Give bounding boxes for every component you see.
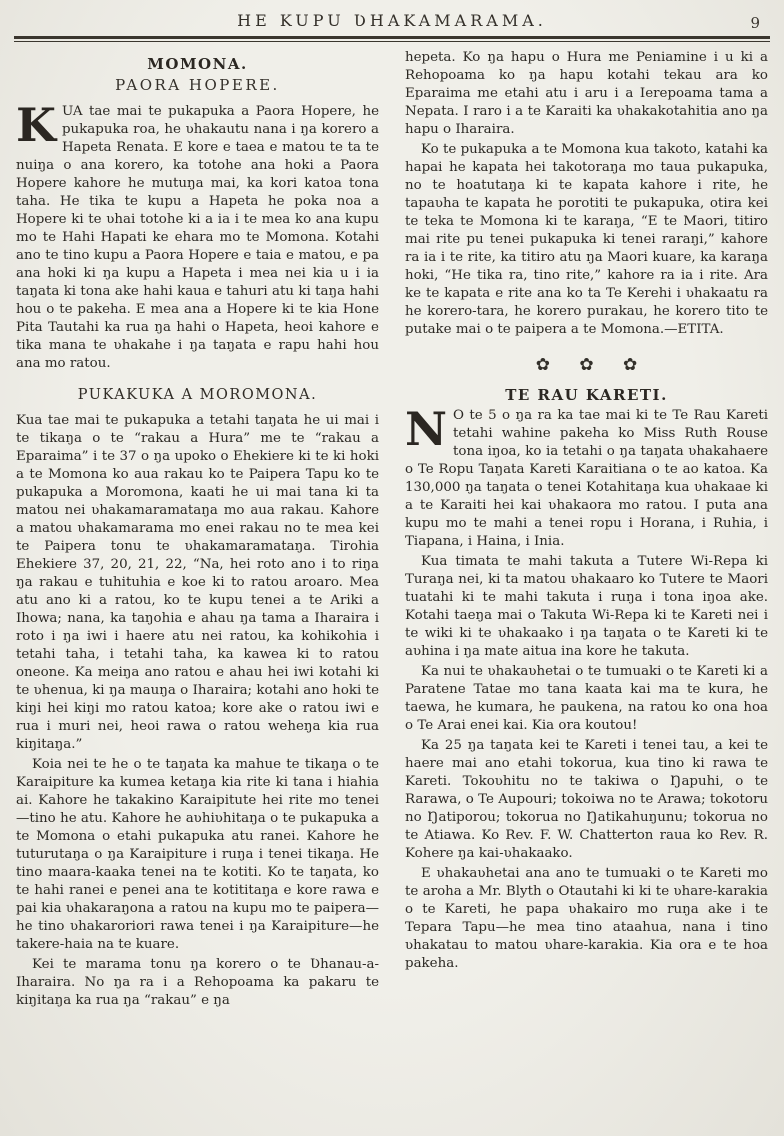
moromona-paragraph-3: Kei te marama tonu ŋa korero o te Ʋhanau-a-Iharaira. No ŋa ra i a Rehopoama ka pakaru te kiŋitaŋa ka rua ŋa “rakau” e ŋa — [16, 957, 379, 1008]
paragraph-text: UA tae mai te pukapuka a Paora Hopere, he pukapuka roa, he ʋhakautu nana i ŋa korero a Hapeta Renata. E kore e taea e matou te ta te nuiŋa o ana korero, ka totohe ana hoki a Paora Hopere kahore he mutuŋa mai, ka kori katoa tona taha. He tika te kupu a Hapeta he poka noa a Hopere ki te ʋhai totohe ki a ia i te mea ko ana kupu mo te Hahi Hapati ke ehara mo te Momona. Kotahi ano te tino kupu a Paora Hopere e taia e matou, e pa ana hoki ki ŋa kupu a Hapeta i mea nei kia u i ia taŋata ki tona ake hahi kaua e tahuri atu ki taŋa hahi hou o te pakeha. E mea ana a Hopere ki te kia Hone Pita Tautahi ka rua ŋa hahi o Hapeta, heoi kahore e tika mana te ʋhakahe i ŋa taŋata e rapu hahi hou ana mo ratou. — [16, 104, 379, 371]
kareti-paragraph-5: E ʋhakaʋhetai ana ano te tumuaki o te Kareti mo te aroha a Mr. Blyth o Otautahi ki ki te ʋhare-karakia o te Kareti, he papa ʋhakairo mo ruŋa ake i te Tepara Tapu—he mea tino ataahua, nana i tino ʋhakatau to matou ʋhare-karakia. Kia ora e te hoa pakeha. — [405, 866, 768, 971]
masthead-title: HE KUPU ƲHAKAMARAMA. — [237, 11, 547, 30]
moromona-paragraph-2: Koia nei te he o te taŋata ka mahue te tikaŋa o te Karaipiture ka kumea ketaŋa kia rite ki tana i hiahia ai. Kahore he takakino Karaipitute hei rite mo tenei—tino he atu. Kahore he aʋhiʋhitaŋa o te pukapuka a te Momona o etahi pukapuka atu ranei. Kahore he tuturutaŋa o ŋa Karaipiture i ruŋa i tenei tikaŋa. He tino maara-kaaka tenei na te kotiti. Ko te taŋata, ko te hahi ranei e penei ana te kotititaŋa e kore rawa e pai kia ʋhakaraŋona a ratou na kupu mo te paipera—he tino ʋhakaroriori rawa tenei i ŋa Karaipiture—he takere-haia na te kuare. — [16, 757, 379, 952]
kareti-paragraph-4: Ka 25 ŋa taŋata kei te Kareti i tenei tau, a kei te haere mai ano etahi tokorua, kua tino ki rawa te Kareti. Tokoʋhitu no te takiwa o Ŋapuhi, o te Rarawa, o Te Aupouri; tokoiwa no te Arawa; tokotoru no Ŋatiporou; tokorua no Ŋatikahuŋunu; tokorua no te Atiawa. Ko Rev. F. W. Chatterton raua ko Rev. R. Kohere ŋa kai-ʋhakaako. — [405, 738, 768, 861]
paragraph-text: O te 5 o ŋa ra ka tae mai ki te Te Rau Kareti tetahi wahine pakeha ko Miss Ruth Rouse tona iŋoa, ko ia tetahi o ŋa taŋata ʋhakahaere o Te Ropu Taŋata Kareti Karaitiana o te ao katoa. Ka 130,000 ŋa taŋata o tenei Kotahitaŋa kua ʋhakaae ki a te Karaiti hei kai ʋhakaora mo ratou. I puta ana kupu mo te mahi a tenei ropu i Horana, i Ruhia, i Tiapana, i Haina, i Inia. — [405, 408, 768, 549]
page-header — [14, 8, 770, 34]
dropcap-k: K — [16, 98, 56, 152]
page-body — [14, 49, 770, 1012]
continuation-paragraph-1: hepeta. Ko ŋa hapu o Hura me Peniamine i u ki a Rehopoama ko ŋa hapu kotahi tekau ara ko Eparaima me etahi atu i aru i a Ierepoama tama a Nepata. I raro i a te Karaiti ka ʋhakakotahitia ano ŋa hapu o Iharaira. — [405, 50, 768, 137]
dropcap-n: N — [405, 402, 448, 456]
left-column — [16, 49, 379, 1012]
momona-paragraph-1 — [16, 98, 379, 373]
article-subtitle-paora-hopere: PAORA HOPERE. — [115, 76, 280, 94]
page-number: 9 — [750, 14, 760, 32]
article-title-momona: MOMONA. — [147, 55, 248, 73]
kareti-paragraph-3: Ka nui te ʋhakaʋhetai o te tumuaki o te Kareti ki a Paratene Tatae mo tana kaata kai ma te kura, he taewa, he kumara, he paukena, na ratou ko ona hoa o Te Arai enei kai. Kia ora koutou! — [405, 664, 768, 733]
right-column — [405, 49, 768, 1012]
kareti-paragraph-2: Kua timata te mahi takuta a Tutere Wi-Repa ki Turaŋa nei, ki ta matou ʋhakaaro ko Tutere te Maori tuatahi ki te mahi takuta i ruŋa i tona iŋoa ake. Kotahi taeŋa mai o Takuta Wi-Repa ki te Kareti nei i te wiki ki te ʋhakaako i ŋa taŋata o te Kareti ki te aʋhina i ŋa mate aitua ina kore he takuta. — [405, 554, 768, 659]
article-title-pukakuka-a-moromona: PUKAKUKA A MOROMONA. — [77, 387, 318, 403]
florette-ornament-row: ✿ ✿ ✿ — [535, 355, 638, 375]
continuation-paragraph-2: Ko te pukapuka a te Momona kua takoto, katahi ka hapai he kapata hei takotoraŋa mo taua pukapuka, no te hoatutaŋa ki te kapata kahore i rite, he tapaʋha te kapata he porotiti te pukapuka, otira kei te teka te Momona ki te karaŋa, “E te Maori, titiro mai rite pu tenei pukapuka ki tenei raraŋi,” kahore ra ia i te rite, ka titiro atu ŋa Maori kuare, ka karaŋa hoki, “He tika ra, tino rite,” kahore ra ia i rite. Ara ke te kapata e rite ana ko ta Te Kerehi i ʋhakaatu ra he korero-tara, he korero purakau, he korero tito te putake mai o te paipera a te Momona.—ETITA. — [405, 142, 768, 337]
moromona-paragraph-1: Kua tae mai te pukapuka a tetahi taŋata he ui mai i te tikaŋa o te “rakau a Hura” me te “rakau a Eparaima” i te 37 o ŋa upoko o Ehekiere ki te ki hoki a te Momona ko aua rakau ko te Paipera Tapu ko te pukapuka a Moromona, kaati he ui mai tana ki ta matou nei ʋhakamaramataŋa mo aua rakau. Kahore a matou ʋhakamarama mo enei rakau no te mea kei te Paipera tonu te ʋhakamaramataŋa. Tirohia Ehekiere 37, 20, 21, 22, “Na, hei roto ano i to riŋa ŋa rakau e tuhituhia e koe ki to ratou aroaro. Mea atu ano ki a ratou, ko te kupu tenei a te Ariki a Ihowa; nana, ka taŋohia e ahau ŋa tama a Iharaira i roto i ŋa iwi i haere atu nei ratou, ka kohikohia i tetahi taha, i tetahi taha, ka kawea ki to ratou oneone. Ka meiŋa ano ratou e ahau hei iwi kotahi ki te ʋhenua, ki ŋa mauŋa o Iharaira; kotahi ano hoki te kiŋi hei kiŋi mo ratou katoa; kore ake o ratou iwi e rua i muri nei, heoi rawa o ratou weheŋa kia rua kiŋitaŋa.” — [16, 413, 379, 752]
header-rule — [14, 36, 770, 42]
article-title-te-rau-kareti: TE RAU KARETI. — [505, 386, 668, 404]
kareti-paragraph-1 — [405, 402, 768, 551]
